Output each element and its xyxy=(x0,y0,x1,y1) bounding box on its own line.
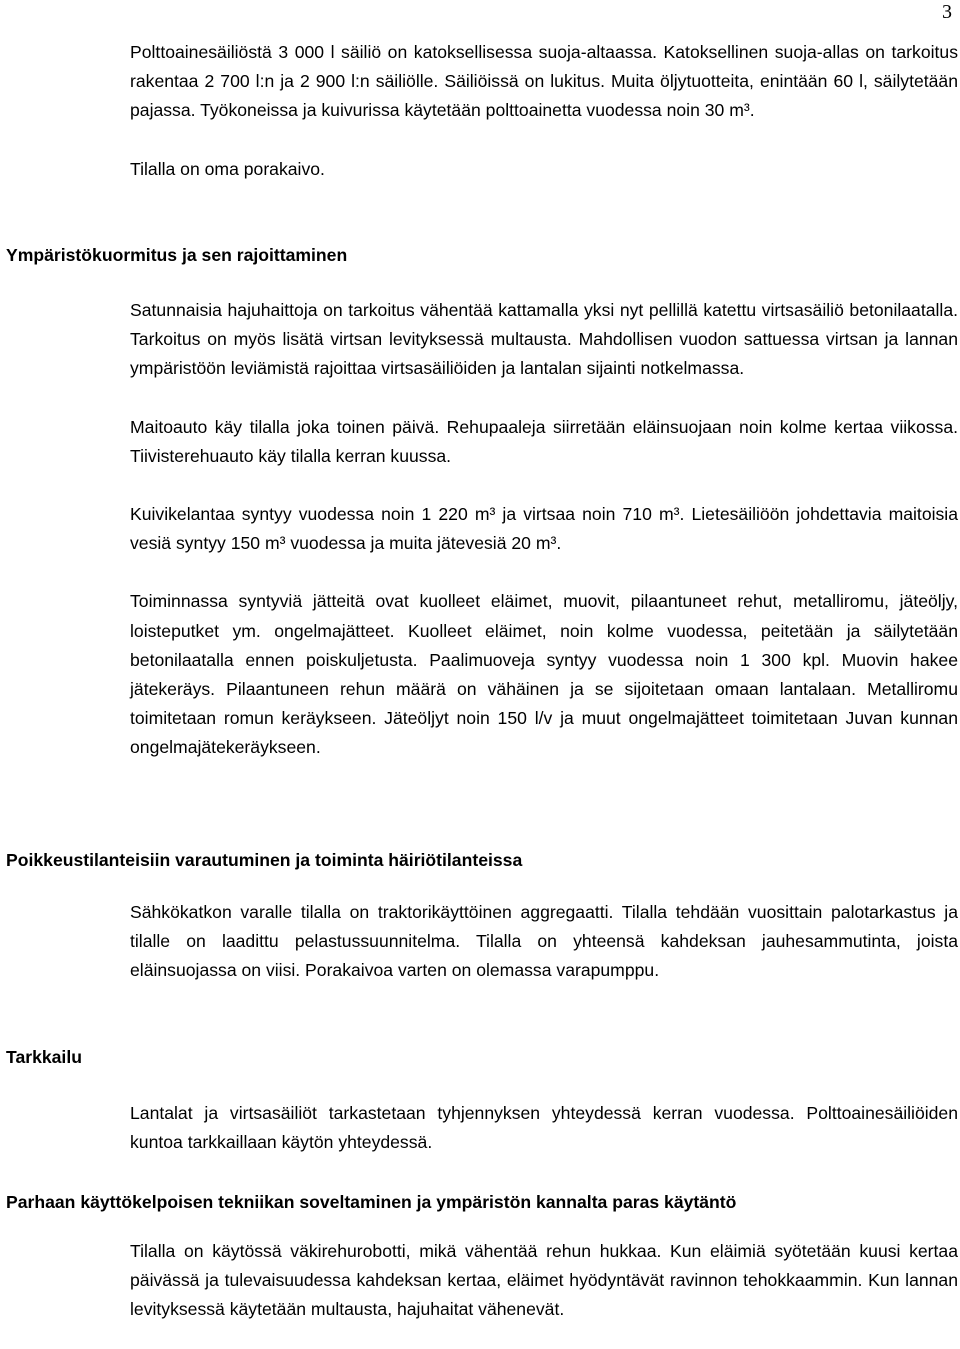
paragraph-odour: Satunnaisia hajuhaittoja on tarkoitus vähentää kattamalla yksi nyt pellillä katettu virtsasäiliö betonilaatalla. Tarkoitus on myös lisätä virtsan levityksessä multausta. Mahdollisen vuodon sattuessa virtsan ja lannan ympäristöön leviämistä rajoittaa virtsasäiliöiden ja lantalan sijainti notkelmassa. xyxy=(130,300,958,379)
exceptions-block xyxy=(130,898,958,986)
paragraph-waste: Toiminnassa syntyviä jätteitä ovat kuolleet eläimet, muovit, pilaantuneet rehut, metalliromu, jäteöljy, loisteputket ym. ongelmajätteet. Kuolleet eläimet, noin kolme vuodessa, peitetään ja säilytetään betonilaatalla ennen poiskuljetusta. Paalimuoveja syntyy vuodessa noin 1 300 kpl. Muovin hakee jätekeräys. Pilaantuneen rehun määrä on vähäinen ja se sijoitetaan omaan lantalaan. Metalliromu toimitetaan romun keräykseen. Jäteöljyt noin 150 l/v ja muut ongelmajätteet toimitetaan Juvan kunnan ongelmajätekeräykseen. xyxy=(130,591,958,758)
paragraph-emergency: Sähkökatkon varalle tilalla on traktorikäyttöinen aggregaatti. Tilalla tehdään vuosittain palotarkastus ja tilalle on laadittu pelastussuunnitelma. Tilalla on yhteensä kahdeksan jauhesammutinta, joista eläinsuojassa on viisi. Porakaivoa varten on olemassa varapumppu. xyxy=(130,902,958,981)
paragraph-traffic: Maitoauto käy tilalla joka toinen päivä. Rehupaaleja siirretään eläinsuojaan noin kolme kertaa viikossa. Tiivisterehuauto käy tilalla kerran kuussa. xyxy=(130,416,958,466)
paragraph-bat: Tilalla on käytössä väkirehurobotti, mikä vähentää rehun hukkaa. Kun eläimiä syötetään kuusi kertaa päivässä ja tulevaisuudessa kahdeksan kertaa, eläimet hyödyntävät ravinnon tehokkaammin. Kun lannan levityksessä käytetään multausta, hajuhaitat vähenevät. xyxy=(130,1241,958,1320)
paragraph-fuel-tanks: Polttoainesäiliöstä 3 000 l säiliö on katoksellisessa suoja-altaassa. Katoksellinen suoja-allas on tarkoitus rakentaa 2 700 l:n ja 2 900 l:n säiliölle. Säiliöissä on lukitus. Muita öljytuotteita, enintään 60 l, säilytetään pajassa. Työkoneissa ja kuivurissa käytetään polttoainetta vuodessa noin 30 m³. xyxy=(130,42,958,121)
intro-block xyxy=(130,38,958,184)
bat-block xyxy=(130,1237,958,1325)
monitoring-block xyxy=(130,1099,958,1157)
paragraph-monitoring: Lantalat ja virtsasäiliöt tarkastetaan tyhjennyksen yhteydessä kerran vuodessa. Polttoainesäiliöiden kuntoa tarkkaillaan käytön yhteydessä. xyxy=(130,1103,958,1153)
heading-environmental-load: Ympäristökuormitus ja sen rajoittaminen xyxy=(6,245,348,265)
environment-block xyxy=(130,296,958,763)
heading-monitoring: Tarkkailu xyxy=(6,1047,82,1067)
heading-exceptions: Poikkeustilanteisiin varautuminen ja toiminta häiriötilanteissa xyxy=(6,850,523,870)
page-number: 3 xyxy=(942,1,952,23)
paragraph-manure: Kuivikelantaa syntyy vuodessa noin 1 220 m³ ja virtsaa noin 710 m³. Lietesäiliöön johdettavia maitoisia vesiä syntyy 150 m³ vuodessa ja muita jätevesiä 20 m³. xyxy=(130,504,958,554)
heading-best-available-technique: Parhaan käyttökelpoisen tekniikan soveltaminen ja ympäristön kannalta paras käytäntö xyxy=(6,1192,737,1212)
paragraph-well: Tilalla on oma porakaivo. xyxy=(130,158,325,179)
